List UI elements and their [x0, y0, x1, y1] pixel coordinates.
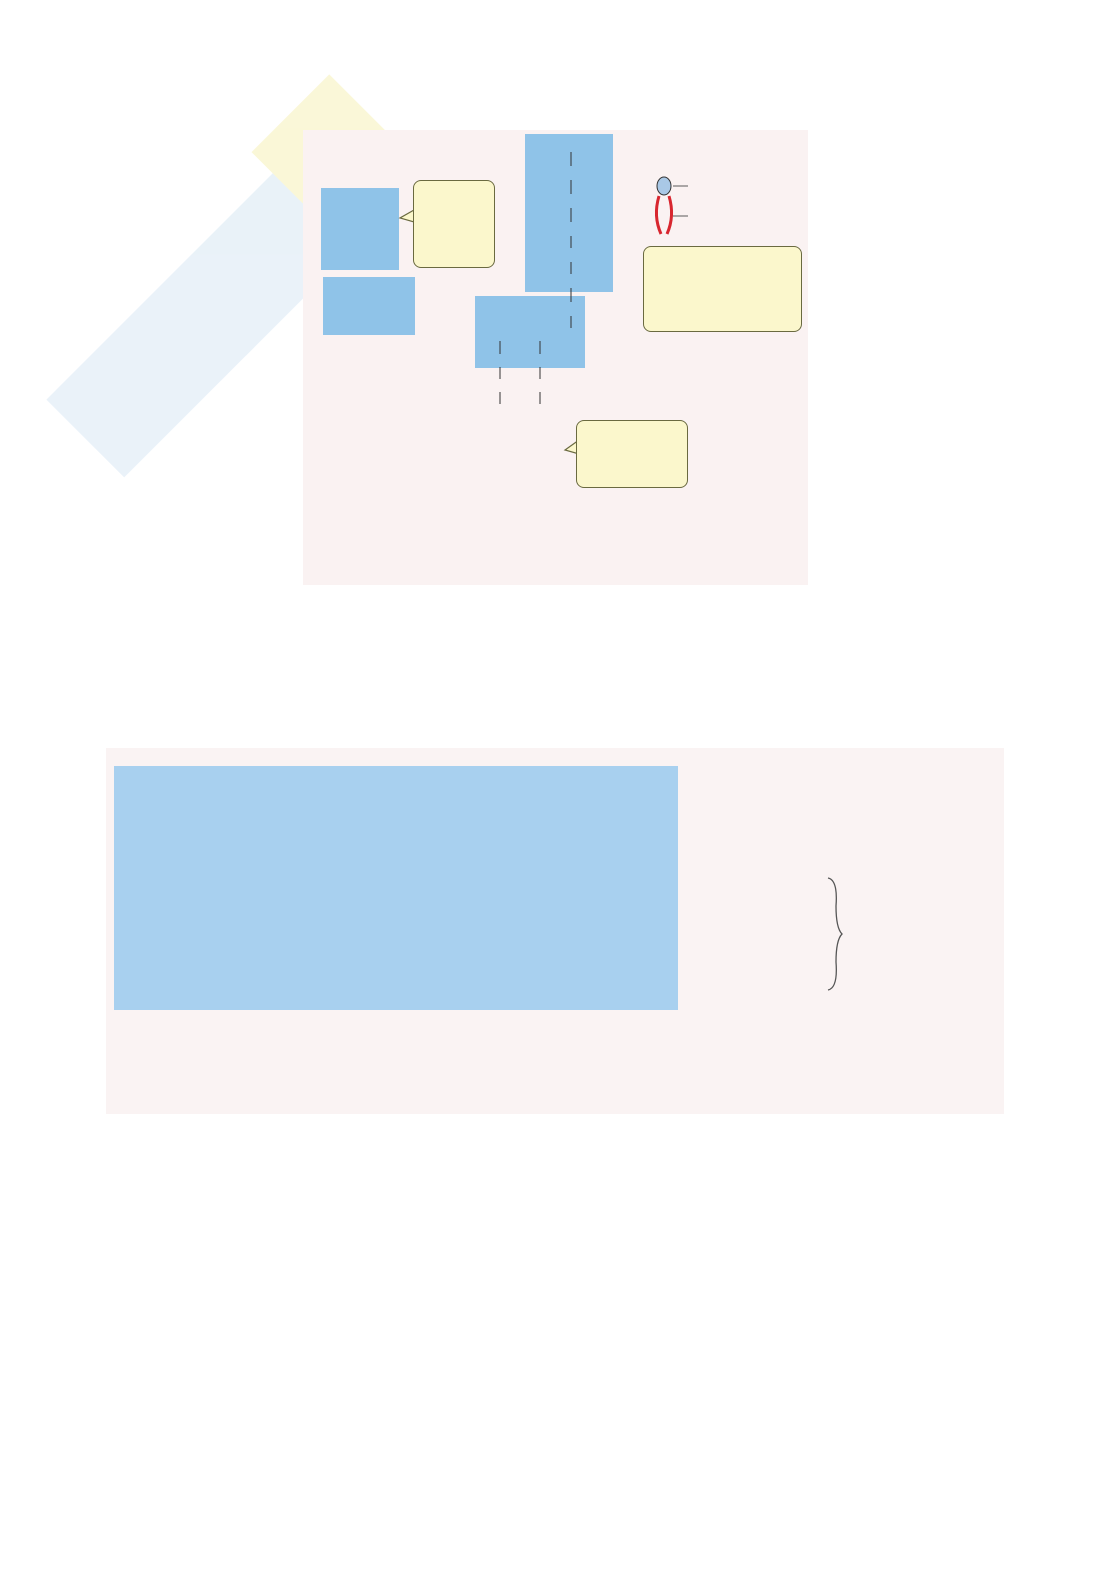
callout-tails [576, 420, 688, 488]
membrane-figure [106, 748, 1004, 1114]
caption-left [110, 1053, 548, 1074]
bilayer-illustration [106, 748, 1004, 1018]
phospholipid-symbol [656, 177, 688, 234]
caption-right [566, 1034, 998, 1076]
callout-symbol [643, 246, 802, 332]
phosphatidylcholine-figure [303, 130, 808, 585]
phosphatidylcholine-illustration [303, 130, 808, 585]
callout-head [413, 180, 495, 268]
